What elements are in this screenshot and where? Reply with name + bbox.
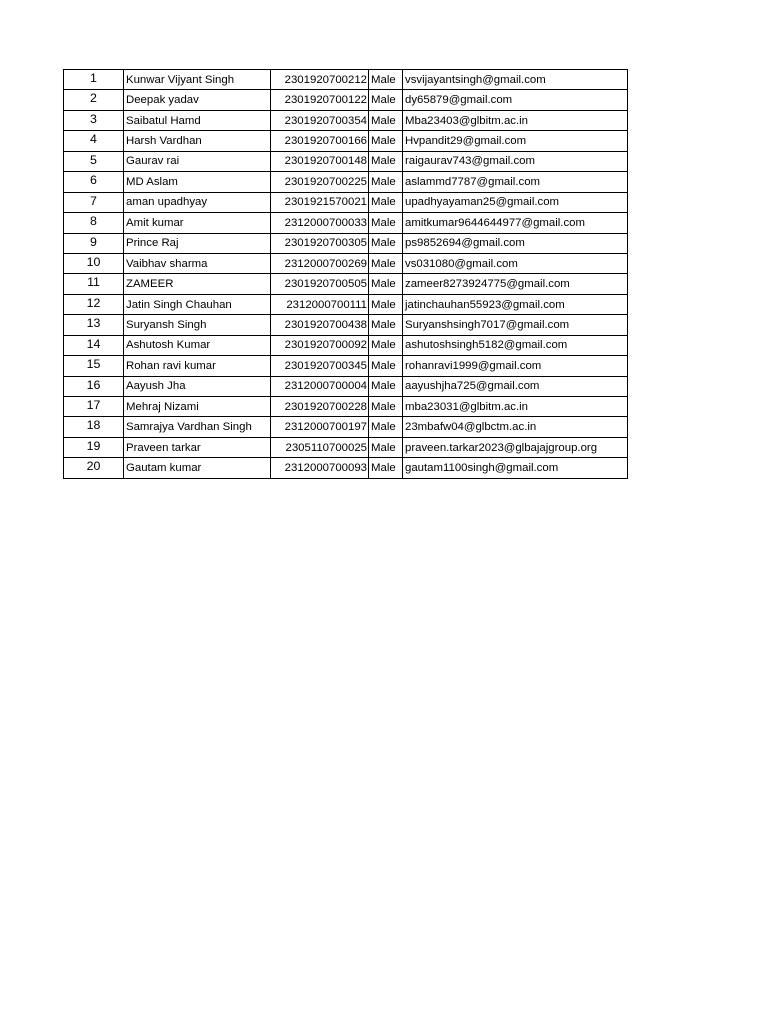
student-name: Aayush Jha	[124, 376, 271, 396]
email-address: ps9852694@gmail.com	[403, 233, 628, 253]
student-name: Deepak yadav	[124, 90, 271, 110]
email-address: Mba23403@glbitm.ac.in	[403, 110, 628, 130]
gender: Male	[369, 233, 403, 253]
student-list-sheet	[63, 69, 628, 479]
table-row	[64, 70, 628, 90]
student-name: Ashutosh Kumar	[124, 335, 271, 355]
roll-number: 2312000700111	[271, 294, 369, 314]
student-name: Praveen tarkar	[124, 437, 271, 457]
email-address: vs031080@gmail.com	[403, 253, 628, 273]
gender: Male	[369, 458, 403, 478]
student-name: Jatin Singh Chauhan	[124, 294, 271, 314]
student-name: Mehraj Nizami	[124, 397, 271, 417]
roll-number: 2301920700166	[271, 131, 369, 151]
row-number: 15	[64, 356, 124, 376]
email-address: raigaurav743@gmail.com	[403, 151, 628, 171]
row-number: 3	[64, 110, 124, 130]
row-number: 2	[64, 90, 124, 110]
student-name: Harsh Vardhan	[124, 131, 271, 151]
roll-number: 2301920700438	[271, 315, 369, 335]
roll-number: 2301920700122	[271, 90, 369, 110]
table-row	[64, 90, 628, 110]
email-address: 23mbafw04@glbctm.ac.in	[403, 417, 628, 437]
row-number: 7	[64, 192, 124, 212]
student-name: Kunwar Vijyant Singh	[124, 70, 271, 90]
student-name: Rohan ravi kumar	[124, 356, 271, 376]
roll-number: 2301920700212	[271, 70, 369, 90]
table-row	[64, 233, 628, 253]
gender: Male	[369, 376, 403, 396]
gender: Male	[369, 151, 403, 171]
email-address: Hvpandit29@gmail.com	[403, 131, 628, 151]
gender: Male	[369, 172, 403, 192]
row-number: 18	[64, 417, 124, 437]
row-number: 12	[64, 294, 124, 314]
email-address: ashutoshsingh5182@gmail.com	[403, 335, 628, 355]
student-name: Vaibhav sharma	[124, 253, 271, 273]
email-address: rohanravi1999@gmail.com	[403, 356, 628, 376]
roll-number: 2301920700228	[271, 397, 369, 417]
student-name: aman upadhyay	[124, 192, 271, 212]
table-row	[64, 356, 628, 376]
row-number: 17	[64, 397, 124, 417]
roll-number: 2312000700033	[271, 213, 369, 233]
row-number: 8	[64, 213, 124, 233]
student-name: ZAMEER	[124, 274, 271, 294]
email-address: amitkumar9644644977@gmail.com	[403, 213, 628, 233]
student-name: Saibatul Hamd	[124, 110, 271, 130]
table-row	[64, 376, 628, 396]
row-number: 9	[64, 233, 124, 253]
table-row	[64, 397, 628, 417]
table-row	[64, 437, 628, 457]
roll-number: 2301920700345	[271, 356, 369, 376]
gender: Male	[369, 335, 403, 355]
gender: Male	[369, 417, 403, 437]
row-number: 20	[64, 458, 124, 478]
table-row	[64, 294, 628, 314]
email-address: praveen.tarkar2023@glbajajgroup.org	[403, 437, 628, 457]
email-address: dy65879@gmail.com	[403, 90, 628, 110]
roll-number: 2301921570021	[271, 192, 369, 212]
gender: Male	[369, 131, 403, 151]
table-row	[64, 151, 628, 171]
gender: Male	[369, 110, 403, 130]
table-row	[64, 417, 628, 437]
email-address: upadhyayaman25@gmail.com	[403, 192, 628, 212]
row-number: 13	[64, 315, 124, 335]
gender: Male	[369, 397, 403, 417]
gender: Male	[369, 253, 403, 273]
table-row	[64, 253, 628, 273]
table-row	[64, 131, 628, 151]
roll-number: 2301920700148	[271, 151, 369, 171]
row-number: 1	[64, 70, 124, 90]
email-address: vsvijayantsingh@gmail.com	[403, 70, 628, 90]
table-row	[64, 458, 628, 478]
table-row	[64, 213, 628, 233]
roll-number: 2301920700092	[271, 335, 369, 355]
roll-number: 2301920700225	[271, 172, 369, 192]
email-address: aslammd7787@gmail.com	[403, 172, 628, 192]
gender: Male	[369, 294, 403, 314]
student-name: Suryansh Singh	[124, 315, 271, 335]
table-row	[64, 110, 628, 130]
row-number: 4	[64, 131, 124, 151]
roll-number: 2301920700354	[271, 110, 369, 130]
gender: Male	[369, 315, 403, 335]
roll-number: 2312000700004	[271, 376, 369, 396]
gender: Male	[369, 192, 403, 212]
row-number: 14	[64, 335, 124, 355]
gender: Male	[369, 356, 403, 376]
roll-number: 2305110700025	[271, 437, 369, 457]
student-name: Prince Raj	[124, 233, 271, 253]
student-table	[63, 69, 628, 479]
gender: Male	[369, 70, 403, 90]
student-name: Gautam kumar	[124, 458, 271, 478]
student-table-body	[64, 70, 628, 479]
student-name: Amit kumar	[124, 213, 271, 233]
email-address: mba23031@glbitm.ac.in	[403, 397, 628, 417]
row-number: 19	[64, 437, 124, 457]
student-name: Gaurav rai	[124, 151, 271, 171]
table-row	[64, 274, 628, 294]
gender: Male	[369, 213, 403, 233]
roll-number: 2301920700305	[271, 233, 369, 253]
table-row	[64, 335, 628, 355]
row-number: 5	[64, 151, 124, 171]
table-row	[64, 172, 628, 192]
gender: Male	[369, 274, 403, 294]
email-address: jatinchauhan55923@gmail.com	[403, 294, 628, 314]
roll-number: 2301920700505	[271, 274, 369, 294]
table-row	[64, 315, 628, 335]
row-number: 10	[64, 253, 124, 273]
email-address: aayushjha725@gmail.com	[403, 376, 628, 396]
email-address: gautam1100singh@gmail.com	[403, 458, 628, 478]
gender: Male	[369, 437, 403, 457]
row-number: 11	[64, 274, 124, 294]
roll-number: 2312000700197	[271, 417, 369, 437]
student-name: MD Aslam	[124, 172, 271, 192]
email-address: zameer8273924775@gmail.com	[403, 274, 628, 294]
row-number: 16	[64, 376, 124, 396]
row-number: 6	[64, 172, 124, 192]
student-name: Samrajya Vardhan Singh	[124, 417, 271, 437]
roll-number: 2312000700093	[271, 458, 369, 478]
roll-number: 2312000700269	[271, 253, 369, 273]
gender: Male	[369, 90, 403, 110]
email-address: Suryanshsingh7017@gmail.com	[403, 315, 628, 335]
table-row	[64, 192, 628, 212]
